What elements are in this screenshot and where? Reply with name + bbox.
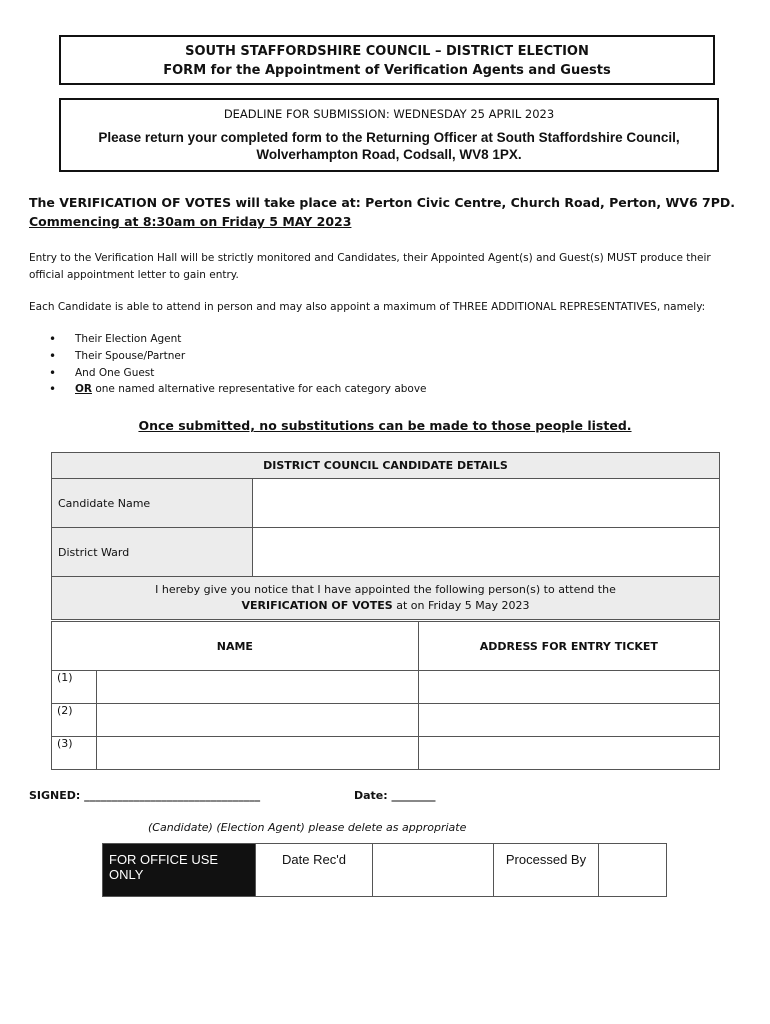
list-item: • And One Guest xyxy=(29,365,427,382)
date-line[interactable]: Date: ________ xyxy=(354,789,436,802)
alternative-text: one named alternative representative for each category above xyxy=(92,383,427,396)
office-use-table xyxy=(102,843,667,897)
appointment-date-text: at on Friday 5 May 2023 xyxy=(392,599,530,612)
row-number: (3) xyxy=(52,737,97,770)
appointment-notice-line1: I hereby give you notice that I have appointed the following person(s) to attend the xyxy=(155,583,616,596)
form-title-box xyxy=(59,35,715,85)
date-received-label: Date Rec'd xyxy=(256,844,373,897)
appointment-notice xyxy=(52,577,720,620)
submission-box xyxy=(59,98,719,172)
form-title-line2: FORM for the Appointment of Verification Agents and Guests xyxy=(163,63,611,78)
appointment-notice-line2 xyxy=(58,598,713,614)
name-column-header: NAME xyxy=(52,622,419,671)
appointee-address-field[interactable] xyxy=(418,704,719,737)
appointee-address-field[interactable] xyxy=(418,737,719,770)
candidate-details-table xyxy=(51,452,720,620)
appointee-address-field[interactable] xyxy=(418,671,719,704)
candidate-table-title: DISTRICT COUNCIL CANDIDATE DETAILS xyxy=(52,453,720,479)
or-emphasis: OR xyxy=(75,383,93,396)
appointee-name-field[interactable] xyxy=(97,671,419,704)
no-substitutions-notice: Once submitted, no substitutions can be made to those people listed. xyxy=(138,418,632,433)
return-line2: Wolverhampton Road, Codsall, WV8 1PX. xyxy=(256,147,522,162)
row-number: (1) xyxy=(52,671,97,704)
table-row xyxy=(52,671,720,704)
representatives-list xyxy=(29,331,427,398)
candidate-name-label: Candidate Name xyxy=(52,479,253,528)
delete-as-appropriate-note: (Candidate) (Election Agent) please delete as appropriate xyxy=(148,821,467,834)
verification-commencing: Commencing at 8:30am on Friday 5 MAY 2023 xyxy=(29,214,352,229)
district-ward-label: District Ward xyxy=(52,528,253,577)
table-row xyxy=(52,737,720,770)
each-candidate-paragraph: Each Candidate is able to attend in person and may also appoint a maximum of THREE ADDITIONAL REPRESENTATIVES, namely: xyxy=(29,301,706,313)
signature-line[interactable]: SIGNED: ________________________________ xyxy=(29,789,261,802)
appointees-table xyxy=(51,621,720,770)
row-number: (2) xyxy=(52,704,97,737)
appointee-name-field[interactable] xyxy=(97,704,419,737)
office-use-label: FOR OFFICE USE ONLY xyxy=(103,844,256,897)
deadline-text: DEADLINE FOR SUBMISSION: WEDNESDAY 25 APRIL 2023 xyxy=(223,107,555,121)
return-instructions xyxy=(61,129,717,163)
table-row xyxy=(52,704,720,737)
appointee-name-field[interactable] xyxy=(97,737,419,770)
list-item: • Their Election Agent xyxy=(29,331,427,348)
return-line1: Please return your completed form to the Returning Officer at South Staffordshire Council, xyxy=(98,130,680,145)
list-item xyxy=(29,381,427,398)
processed-by-label: Processed By xyxy=(494,844,599,897)
verification-info xyxy=(29,193,749,231)
address-column-header: ADDRESS FOR ENTRY TICKET xyxy=(418,622,719,671)
verification-location: The VERIFICATION OF VOTES will take place at: Perton Civic Centre, Church Road, Perton, WV6 7PD. xyxy=(29,195,735,210)
form-title-line1: SOUTH STAFFORDSHIRE COUNCIL – DISTRICT ELECTION xyxy=(185,44,589,59)
list-item: • Their Spouse/Partner xyxy=(29,348,427,365)
district-ward-field[interactable] xyxy=(253,528,720,577)
processed-by-field[interactable] xyxy=(599,844,667,897)
entry-paragraph: Entry to the Verification Hall will be strictly monitored and Candidates, their Appointed Agent(s) and Guest(s) MUST produce their official appointment letter to gain entry. xyxy=(29,252,711,281)
verification-of-votes-bold: VERIFICATION OF VOTES xyxy=(241,599,393,612)
date-received-field[interactable] xyxy=(373,844,494,897)
candidate-name-field[interactable] xyxy=(253,479,720,528)
